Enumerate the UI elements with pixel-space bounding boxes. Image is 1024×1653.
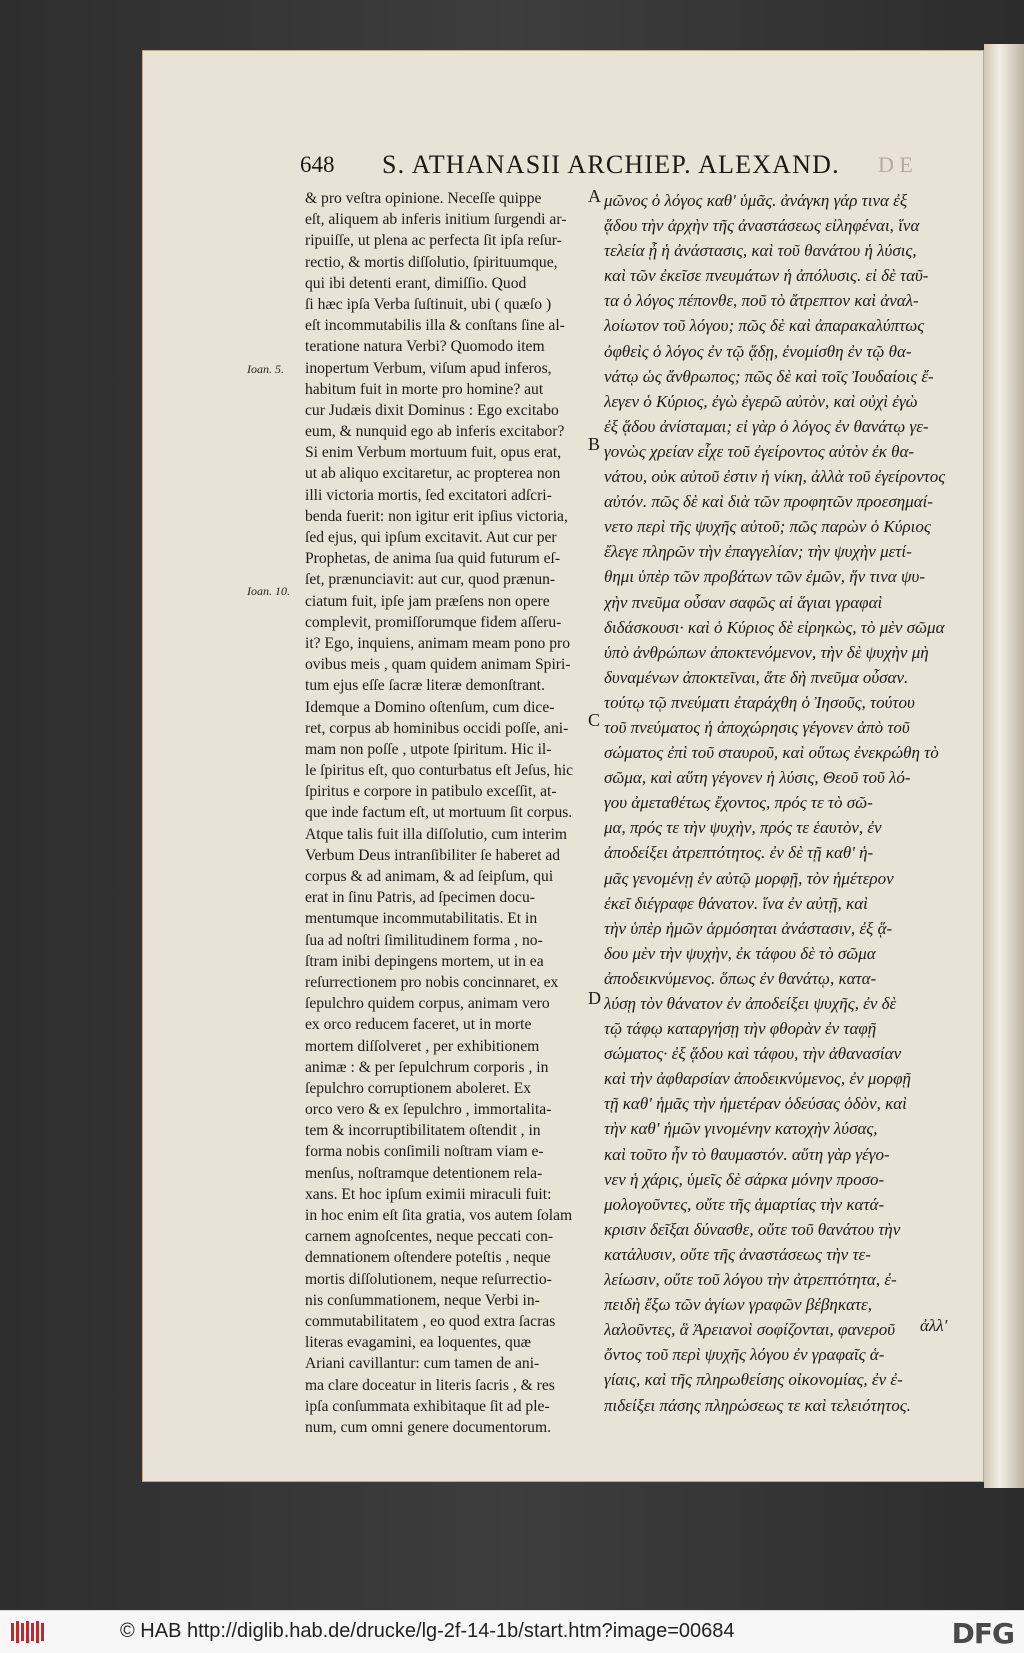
viewer-footer [0, 1610, 1024, 1653]
latin-line: complevit, promiſſorumque fidem aſſeru- [305, 613, 562, 631]
latin-line: ut ab aliquo excitaretur, ac propterea non [305, 465, 561, 483]
latin-line: tum ejus eſſe ſacræ literæ demonſtrant. [305, 677, 545, 695]
margin-note-joan-10: Ioan. 10. [247, 584, 290, 598]
latin-line: orco vero & ex ſepulchro , immortalita- [305, 1101, 552, 1119]
latin-line: le ſpiritus eſt, quo conturbatus eſt Jeſus, hic [305, 762, 574, 780]
latin-line: erat in ſinu Patris, ad ſpecimen docu- [305, 889, 535, 907]
latin-line: habitum fuit in morte pro homine? aut [305, 380, 544, 398]
greek-column [604, 188, 954, 1418]
section-letter-b: B [588, 434, 601, 454]
latin-line: Verbum Deus intranſibiliter ſe haberet ad [305, 846, 561, 864]
greek-line: ἐκεῖ διέγραφε θάνατον. ἵνα ἐν αὐτῇ, καὶ [604, 893, 868, 913]
source-url-text[interactable]: © HAB http://diglib.hab.de/drucke/lg-2f-14-1b/start.htm?image=00684 [120, 1620, 735, 1642]
greek-line: ὀφθεὶς ὁ λόγος ἐν τῷ ᾅδῃ, ἐνομίσθη ἐν τῷ θα- [604, 341, 912, 361]
latin-line: carnem agnoſcentes, neque peccati con- [305, 1228, 554, 1246]
section-letter-a: A [588, 186, 601, 206]
section-letter-c: C [588, 710, 601, 730]
latin-line: ovibus meis , quam quidem animam Spiri- [305, 656, 571, 674]
latin-line: teratione natura Verbi? Quomodo item [305, 338, 545, 356]
greek-line: σώματος ἐπὶ τοῦ σταυροῦ, καὶ οὕτως ἐνεκρώθη τὸ [604, 743, 939, 763]
latin-line: qui ibi detenti erant, dimiſſio. Quod [305, 274, 527, 292]
latin-column [305, 188, 587, 1438]
greek-line: τελεία ᾖ ἡ ἀνάστασις, καὶ τοῦ θανάτου ἡ λύσις, [604, 241, 917, 261]
greek-line: τούτῳ τῷ πνεύματι ἐταράχθη ὁ Ἰησοῦς, τούτου [604, 692, 915, 712]
greek-line: μολογοῦντες, οὔτε τῆς ἁμαρτίας τὴν κατά- [604, 1194, 885, 1214]
latin-line: eum, & nunquid ego ab inferis excitabor? [305, 423, 565, 441]
latin-line: ipſa conſummata exhibitaque ſit ad ple- [305, 1397, 550, 1415]
latin-line: ripuiſſe, ut plena ac perfecta ſit ipſa reſur- [305, 232, 562, 250]
greek-line: νεν ἡ χάρις, ὑμεῖς δὲ σάρκα μόνην προσο- [604, 1169, 885, 1189]
greek-line: σῶμα, καὶ αὕτη γέγονεν ἡ λύσις, Θεοῦ τοῦ λό- [604, 768, 911, 788]
greek-line: ὄντος τοῦ περὶ ψυχῆς λόγου ἐν γραφαῖς ἁ- [604, 1345, 885, 1365]
greek-line: δου μὲν τὴν ψυχὴν, ἐκ τάφου δὲ τὸ σῶμα [604, 943, 876, 963]
latin-line: cur Judæis dixit Dominus : Ego excitabo [305, 401, 559, 419]
latin-line: rectio, & mortis diſſolutio, ſpirituumque, [305, 253, 558, 271]
greek-line: γονὼς χρείαν εἶχε τοῦ ἐγείροντος αὐτὸν ἐκ θα- [604, 441, 915, 461]
latin-line: commutabilitatem , eo quod extra ſacras [305, 1312, 556, 1330]
latin-line: menſus, noſtramque detentionem rela- [305, 1164, 543, 1182]
greek-line: χὴν πνεῦμα οὖσαν σαφῶς αἱ ἅγιαι γραφαὶ [604, 592, 883, 612]
greek-line: καὶ τῶν ἐκεῖσε πνευμάτων ἡ ἀπόλυσις. εἰ δὲ ταῦ- [604, 266, 929, 286]
greek-line: λαλοῦντες, ἃ Ἀρειανοὶ σοφίζονται, φανεροῦ [604, 1320, 895, 1340]
latin-line: ſua ad noſtri ſimilitudinem forma , no- [305, 931, 543, 949]
page-number: 648 [300, 152, 335, 177]
catchword: ἀλλ' [920, 1316, 948, 1335]
latin-line: mortis diſſolutionem, neque reſurrectio- [305, 1270, 552, 1288]
latin-line: que inde factum eſt, ut mortuum ſit corpus. [305, 804, 573, 822]
greek-line: ἐξ ᾅδου ἀνίσταμαι; εἰ γὰρ ὁ λόγος ἐν θανάτῳ γε- [604, 416, 929, 436]
greek-line: τῇ καθ' ἡμᾶς τὴν ἡμετέραν ὁδεύσας ὁδὸν, καὶ [604, 1094, 907, 1114]
greek-line: διδάσκουσι· καὶ ὁ Κύριος δὲ εἰρηκὼς, τὸ μὲν σῶμα [604, 617, 945, 637]
latin-line: nis conſummationem, neque Verbi in- [305, 1291, 540, 1309]
running-title: S. ATHANASII ARCHIEP. ALEXAND. [382, 150, 840, 179]
latin-line: num, cum omni genere documentorum. [305, 1418, 551, 1436]
latin-line: ſi hæc ipſa Verba ſuſtinuit, ubi ( quæſo ) [305, 295, 552, 313]
greek-line: γου ἀμεταθέτως ἔχοντος, πρός τε τὸ σῶ- [604, 793, 873, 813]
facing-page-edge [984, 44, 1024, 1488]
latin-line: it? Ego, inquiens, animam meam pono pro [305, 634, 571, 652]
greek-line: θημι ὑπὲρ τῶν προβάτων τῶν ἐμῶν, ἥν τινα ψυ- [604, 567, 925, 587]
greek-line: τὴν ὑπὲρ ἡμῶν ἁρμόσηται ἀνάστασιν, ἐξ ᾅ- [604, 918, 893, 938]
greek-line: δυναμένων ἀποκτεῖναι, ἅτε δὴ πνεῦμα οὖσαν. [604, 667, 909, 687]
latin-line: ex orco reducem faceret, ut in morte [305, 1016, 532, 1034]
bleed-through-text: D E [878, 152, 913, 177]
section-letter-d: D [588, 988, 601, 1008]
greek-line: κρισιν δεῖξαι δύνασθε, οὔτε τοῦ θανάτου τὴν [604, 1219, 901, 1239]
greek-line: μᾶς γενομένῃ ἐν αὐτῷ μορφῇ, τὸν ἡμέτερον [604, 868, 894, 888]
greek-line: νάτῳ ὡς ἄνθρωπος; πῶς δὲ καὶ τοῖς Ἰουδαίοις ἔ- [604, 366, 934, 386]
greek-line: μα, πρός τε τὴν ψυχὴν, πρός τε ἑαυτὸν, ἐν [604, 818, 882, 838]
greek-line: καὶ τὴν ἀφθαρσίαν ἀποδεικνύμενος, ἐν μορφῇ [604, 1069, 911, 1089]
latin-line: demnationem oſtendere poteſtis , neque [305, 1249, 551, 1267]
greek-line: σώματος· ἐξ ᾅδου καὶ τάφου, τὴν ἀθανασίαν [604, 1044, 902, 1064]
greek-line: ᾅδου τὴν ἀρχὴν τῆς ἀναστάσεως εἰληφέναι, ἵνα [604, 216, 920, 236]
latin-line: Idemque a Domino oſtenſum, cum dice- [305, 698, 555, 716]
latin-line: corpus & ad animam, & ad ſeipſum, qui [305, 868, 554, 885]
latin-line: & pro veſtra opinione. Neceſſe quippe [305, 190, 542, 207]
latin-line: Ariani cavillantur: cum tamen de ani- [305, 1355, 540, 1373]
latin-line: ciatum fuit, ipſe jam præſens non opere [305, 592, 550, 610]
greek-line: γίαις, καὶ τῆς πληρωθείσης οἰκονομίας, ἐν ἐ- [604, 1370, 903, 1390]
greek-line: τα ὁ λόγος πέπονθε, ποῦ τὸ ἄτρεπτον καὶ ἀναλ- [604, 291, 919, 311]
latin-line: forma nobis conſimili noſtram viam e- [305, 1143, 544, 1161]
latin-line: ſepulchro quidem corpus, animam vero [305, 995, 550, 1013]
latin-line: Atque talis fuit illa diſſolutio, cum interim [305, 825, 568, 843]
latin-line: ret, corpus ab hominibus occidi poſſe, ani- [305, 719, 569, 737]
latin-line: mentumque incommutabilitatis. Et in [305, 910, 538, 928]
latin-line: animæ : & per ſepulchrum corporis , in [305, 1058, 549, 1076]
latin-line: mam non poſſe , utpote ſpiritum. Hic il- [305, 740, 552, 758]
greek-line: λοίωτον τοῦ λόγου; πῶς δὲ καὶ ἀπαρακαλύπτως [604, 316, 925, 336]
latin-line: mortem diſſolveret , per exhibitionem [305, 1037, 540, 1055]
dfg-logo: DFG [951, 1617, 1014, 1650]
greek-line: πιδείξει πάσης πληρώσεως τε καὶ τελειότητος. [604, 1395, 911, 1415]
greek-line: αὐτόν. πῶς δὲ καὶ διὰ τῶν προφητῶν προεσημαί- [604, 492, 934, 512]
greek-line: ἀποδεικνύμενος. ὅπως ἐν θανάτῳ, κατα- [604, 968, 877, 988]
latin-line: ſtram inibi depingens mortem, ut in ea [305, 952, 544, 970]
latin-line: illi victoria mortis, ſed excitatori adſcri- [305, 486, 552, 504]
greek-line: ὑπὸ ἀνθρώπων ἀποκτενόμενον, τὴν δὲ ψυχὴν μὴ [604, 642, 929, 662]
latin-line: ſpiritus e corpore in patibulo exceſſit, at- [305, 783, 557, 801]
greek-line: λεγεν ὁ Κύριος, ἐγὼ ἐγερῶ αὐτὸν, καὶ οὐχὶ ἐγὼ [604, 391, 918, 411]
latin-line: ſet, prænunciavit: aut cur, quod prænun- [305, 571, 556, 589]
greek-line: λείωσιν, οὔτε τοῦ λόγου τὴν ἀτρεπτότητα, ἐ- [604, 1270, 897, 1290]
latin-line: ſed ejus, qui ipſum excitavit. Aut cur per [305, 529, 557, 546]
latin-line: benda fuerit: non igitur erit ipſius victoria, [305, 507, 568, 525]
latin-line: Si enim Verbum mortuum fuit, opus erat, [305, 444, 562, 462]
latin-line: ma clare doceatur in literis ſacris , & res [305, 1376, 555, 1394]
greek-line: τὴν καθ' ἡμῶν γινομένην κατοχὴν λύσας, [604, 1119, 878, 1139]
latin-line: literas evagamini, ea loquentes, quæ [305, 1334, 532, 1352]
greek-line: ἔλεγε πληρῶν τὴν ἐπαγγελίαν; τὴν ψυχὴν μετί- [604, 542, 912, 562]
greek-line: τῷ τάφῳ καταργήσῃ τὴν φθορὰν ἐν ταφῇ [604, 1019, 877, 1039]
latin-line: reſurrectionem pro nobis concinnaret, ex [305, 973, 559, 991]
greek-line: νετο περὶ τῆς ψυχῆς αὐτοῦ; πῶς παρὼν ὁ Κύριος [604, 517, 931, 537]
latin-line: eſt, aliquem ab inferis initium ſurgendi ar- [305, 211, 567, 229]
greek-line: κατάλυσιν, οὔτε τῆς ἀναστάσεως τὴν τε- [604, 1244, 871, 1264]
greek-line: μῶνος ὁ λόγος καθ' ὑμᾶς. ἀνάγκη γάρ τινα ἐξ [604, 191, 908, 210]
page-header [300, 152, 860, 188]
latin-line: tem & incorruptibilitatem oſtendit , in [305, 1122, 541, 1140]
latin-line: inopertum Verbum, viſum apud inferos, [305, 359, 552, 377]
greek-line: ἀποδείξει ἀτρεπτότητος. ἐν δὲ τῇ καθ' ἡ- [604, 843, 874, 863]
margin-note-joan-5: Ioan. 5. [247, 362, 284, 376]
greek-line: λύσῃ τὸν θάνατον ἐν ἀποδείξει ψυχῆς, ἐν δὲ [604, 994, 897, 1013]
latin-line: Prophetas, de anima ſua quid futurum eſ- [305, 550, 561, 568]
latin-line: ſepulchro corruptionem aboleret. Ex [305, 1079, 532, 1097]
greek-line: καὶ τοῦτο ἦν τὸ θαυμαστόν. αὕτη γὰρ γέγο- [604, 1144, 890, 1164]
latin-line: eſt incommutabilis illa & conſtans ſine al- [305, 317, 565, 335]
greek-line: πειδὴ ἔξω τῶν ἁγίων γραφῶν βέβηκατε, [604, 1295, 872, 1315]
latin-line: xans. Et hoc ipſum eximii miraculi fuit: [305, 1185, 552, 1203]
hab-logo-icon [8, 1619, 48, 1645]
latin-line: in hoc enim eſt ſita gratia, vos autem ſolam [305, 1207, 573, 1224]
greek-line: τοῦ πνεύματος ἡ ἀποχώρησις γέγονεν ἀπὸ τοῦ [604, 717, 910, 737]
greek-line: νάτου, οὐκ αὐτοῦ ἐστιν ἡ νίκη, ἀλλὰ τοῦ ἐγείροντος [604, 467, 946, 487]
